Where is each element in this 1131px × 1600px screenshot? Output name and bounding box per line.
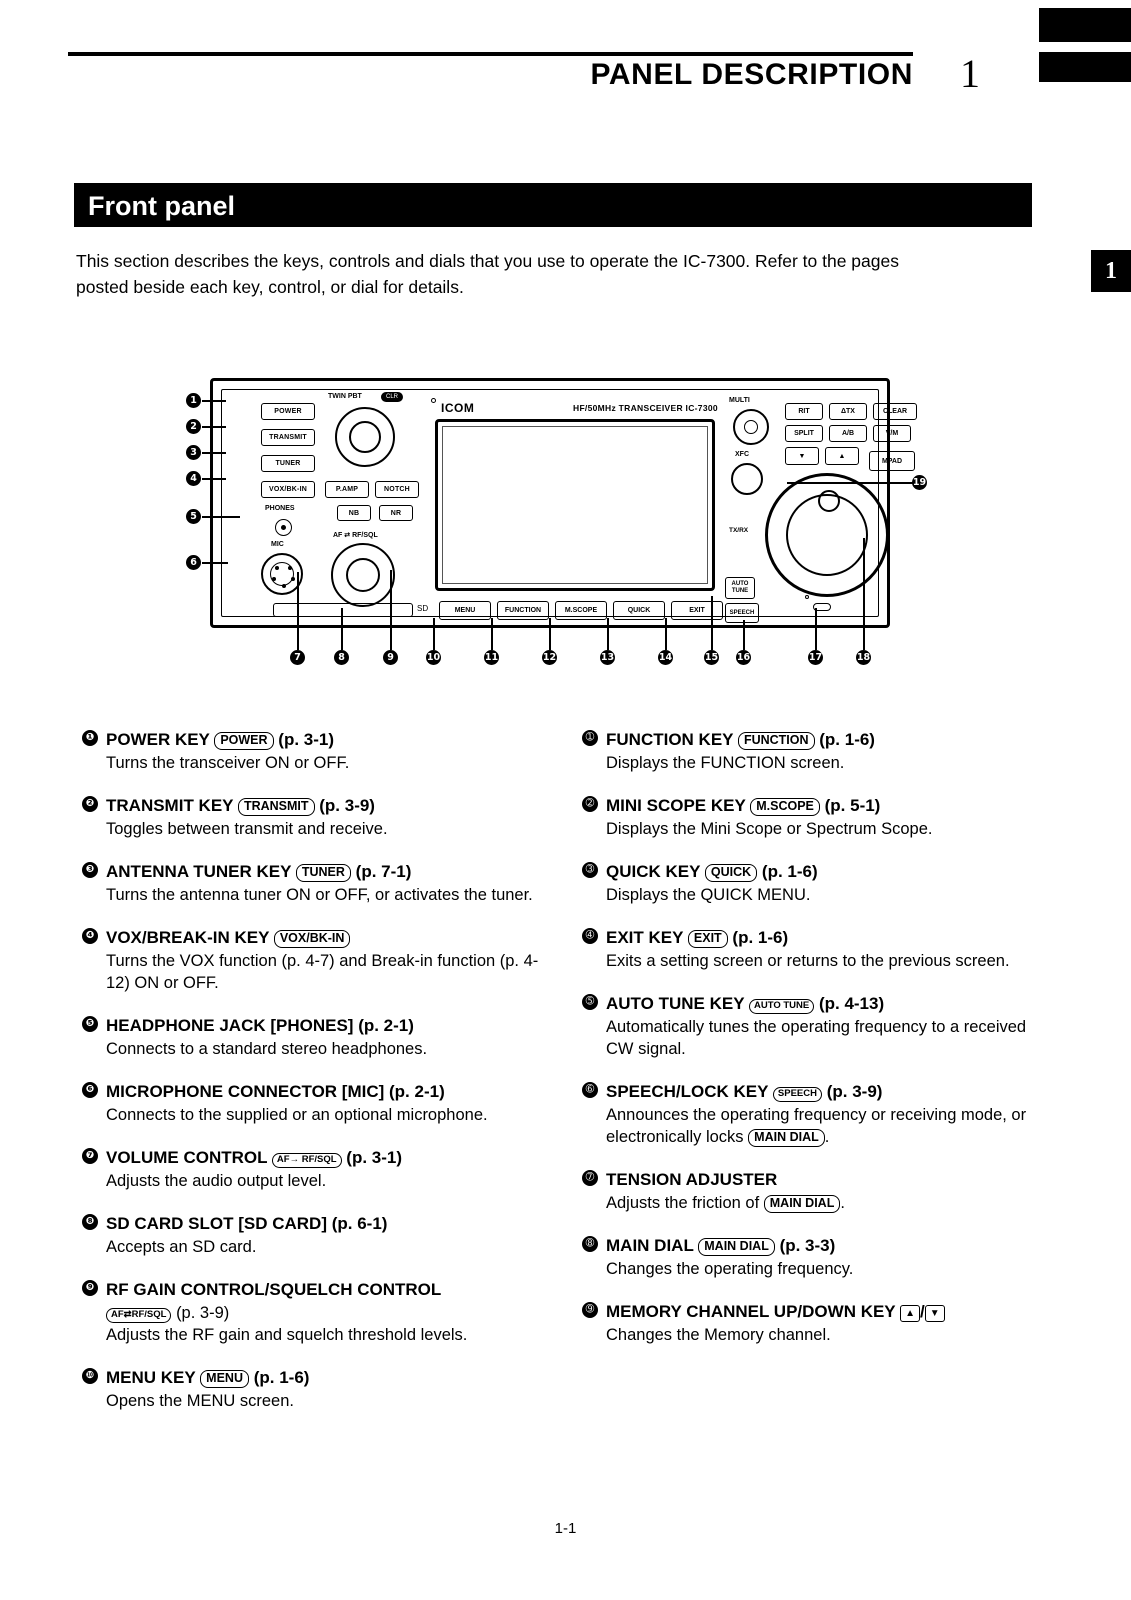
item-title-text: MAIN DIAL xyxy=(606,1236,694,1255)
leader-line xyxy=(815,608,817,650)
item-description: Adjusts the audio output level. xyxy=(106,1172,327,1190)
item-title: TENSION ADJUSTER xyxy=(606,1170,778,1189)
item-number: ❽ xyxy=(82,1214,98,1230)
callout-10: 10 xyxy=(426,652,441,663)
main-dial[interactable] xyxy=(765,473,889,597)
item-description: Turns the VOX function (p. 4-7) and Break-in function (p. 4-12) ON or OFF. xyxy=(106,952,539,992)
list-item xyxy=(82,1278,552,1346)
lcd-display xyxy=(435,419,715,591)
item-title: RF GAIN CONTROL/SQUELCH CONTROL xyxy=(106,1280,442,1299)
key-chip: QUICK xyxy=(705,864,757,882)
dial-finger-dimple xyxy=(818,490,840,512)
item-number: ❹ xyxy=(82,928,98,944)
leader-line xyxy=(607,618,609,650)
mic-pin-icon xyxy=(275,566,279,570)
item-title-text: AUTO TUNE KEY xyxy=(606,994,745,1013)
leader-line xyxy=(711,596,713,650)
key-chip: EXIT xyxy=(688,930,728,948)
pbt-clear-button[interactable]: CLR xyxy=(381,392,403,402)
item-title: HEADPHONE JACK [PHONES] (p. 2-1) xyxy=(106,1016,414,1035)
item-page-ref: (p. 3-1) xyxy=(346,1148,403,1167)
item-description: Displays the Mini Scope or Spectrum Scope. xyxy=(606,820,933,838)
leader-line xyxy=(491,618,493,650)
item-description xyxy=(606,1192,1034,1214)
item-page-ref: (p. 4-13) xyxy=(818,994,885,1013)
item-number: ❿ xyxy=(82,1368,98,1384)
item-page-ref: (p. 1-6) xyxy=(819,730,875,749)
multi-knob[interactable] xyxy=(733,409,769,445)
item-number: ❸ xyxy=(82,862,98,878)
brand-logo: ICOM xyxy=(441,401,475,415)
item-description: Connects to the supplied or an optional microphone. xyxy=(106,1106,488,1124)
item-title-text: MEMORY CHANNEL UP/DOWN KEY xyxy=(606,1302,896,1321)
corner-mark-bottom xyxy=(1039,52,1131,82)
item-description: Displays the FUNCTION screen. xyxy=(606,754,845,772)
mic-pin-icon xyxy=(272,577,276,581)
item-number: ❾ xyxy=(82,1280,98,1296)
item-title xyxy=(606,1080,1034,1103)
a-b-key[interactable]: A/B xyxy=(829,425,867,442)
clear-key[interactable]: CLEAR xyxy=(873,403,917,420)
mic-pin-icon xyxy=(291,577,295,581)
control-chip: AF⇄RF/SQL xyxy=(106,1308,171,1323)
item-page-ref: (p. 3-1) xyxy=(278,730,335,749)
item-description: Turns the antenna tuner ON or OFF, or activates the tuner. xyxy=(106,886,533,904)
callout-15: 15 xyxy=(704,652,719,663)
mic-connector-label: MIC xyxy=(271,541,284,548)
item-title xyxy=(106,860,552,883)
item-page-ref: (p. 3-9) xyxy=(826,1082,883,1101)
list-item xyxy=(82,1146,552,1192)
item-title-text: MENU KEY xyxy=(106,1368,196,1387)
rit-key[interactable]: RIT xyxy=(785,403,823,420)
multi-knob-label: MULTI xyxy=(729,397,750,404)
list-item xyxy=(582,1234,1034,1280)
leader-line xyxy=(549,618,551,650)
tension-adjuster-mark-icon xyxy=(805,595,809,599)
item-description: Connects to a standard stereo headphones. xyxy=(106,1040,428,1058)
page-title: PANEL DESCRIPTION xyxy=(590,58,913,91)
list-item xyxy=(582,1168,1034,1214)
menu-key[interactable]: MENU xyxy=(439,601,491,620)
noise-reduction-key[interactable]: NR xyxy=(379,505,413,521)
mini-scope-key[interactable]: M.SCOPE xyxy=(555,601,607,620)
item-title-text: TRANSMIT KEY xyxy=(106,796,234,815)
leader-line xyxy=(665,618,667,650)
item-description-text: Announces the operating frequency or receiving mode, or electronically locks xyxy=(606,1106,1027,1146)
key-chip: SPEECH xyxy=(773,1087,822,1102)
item-description: Exits a setting screen or returns to the previous screen. xyxy=(606,952,1010,970)
function-key[interactable]: FUNCTION xyxy=(497,601,549,620)
leader-line xyxy=(202,478,226,480)
callout-19: 19 xyxy=(912,477,927,488)
key-chip: M.SCOPE xyxy=(750,798,820,816)
item-description: Toggles between transmit and receive. xyxy=(106,820,388,838)
item-title xyxy=(606,1300,1034,1323)
key-chip: VOX/BK-IN xyxy=(274,930,351,948)
item-number: ❷ xyxy=(82,796,98,812)
chapter-side-tab: 1 xyxy=(1091,250,1131,292)
item-description: Displays the QUICK MENU. xyxy=(606,886,811,904)
key-chip: TUNER xyxy=(296,864,351,882)
list-item xyxy=(82,926,552,994)
item-title xyxy=(606,794,1034,817)
delta-tx-key[interactable]: ΔTX xyxy=(829,403,867,420)
item-description: Turns the transceiver ON or OFF. xyxy=(106,754,350,772)
tx-rx-indicator-label: TX/RX xyxy=(729,527,749,534)
control-chip: AF→ RF/SQL xyxy=(272,1153,342,1168)
item-title xyxy=(606,1234,1034,1257)
callout-14: 14 xyxy=(658,652,673,663)
item-number: ➅ xyxy=(582,1082,598,1098)
callout-4: 4 xyxy=(186,471,201,486)
list-item xyxy=(82,1080,552,1126)
indicator-led-icon xyxy=(431,398,436,403)
xfc-label: XFC xyxy=(735,451,749,458)
item-page-ref: (p. 1-6) xyxy=(732,928,789,947)
item-number: ➁ xyxy=(582,796,598,812)
section-heading-label: Front panel xyxy=(88,191,235,221)
item-description-text: Adjusts the friction of xyxy=(606,1194,760,1212)
item-title xyxy=(106,926,552,949)
item-title-text: VOX/BREAK-IN KEY xyxy=(106,928,270,947)
list-item xyxy=(82,1014,552,1060)
list-item xyxy=(82,794,552,840)
item-title-text: FUNCTION KEY xyxy=(606,730,734,749)
item-description-text: Adjusts the RF gain and squelch threshold levels. xyxy=(106,1326,468,1344)
notch-key[interactable]: NOTCH xyxy=(375,481,419,498)
callout-7: 7 xyxy=(290,650,305,665)
memory-up-chip: ▲ xyxy=(900,1305,920,1322)
list-item xyxy=(582,992,1034,1060)
item-page-ref: (p. 3-9) xyxy=(176,1304,230,1322)
exit-key[interactable]: EXIT xyxy=(671,601,723,620)
af-rfsql-knob[interactable] xyxy=(331,543,395,607)
item-number: ❺ xyxy=(82,1016,98,1032)
item-title xyxy=(606,992,1034,1015)
corner-mark-top xyxy=(1039,8,1131,42)
mic-pin-icon xyxy=(288,566,292,570)
list-item xyxy=(82,1212,552,1258)
item-number: ➀ xyxy=(582,730,598,746)
descriptions-left-column xyxy=(82,728,552,1432)
item-description: Automatically tunes the operating frequency to a received CW signal. xyxy=(606,1018,1027,1058)
callout-9: 9 xyxy=(383,650,398,665)
item-page-ref: (p. 1-6) xyxy=(253,1368,310,1387)
list-item xyxy=(582,1080,1034,1148)
callout-1: 1 xyxy=(186,393,201,408)
callout-13: 13 xyxy=(600,652,615,663)
section-heading-bar xyxy=(74,183,1032,227)
list-item xyxy=(582,1300,1034,1346)
key-chip: FUNCTION xyxy=(738,732,815,750)
list-item xyxy=(82,860,552,906)
leader-line xyxy=(863,538,865,650)
callout-8: 8 xyxy=(334,650,349,665)
list-item xyxy=(582,794,1034,840)
item-number: ➄ xyxy=(582,994,598,1010)
memory-down-chip: ▼ xyxy=(925,1305,945,1322)
item-number: ❻ xyxy=(82,1082,98,1098)
vox-bkin-key[interactable]: VOX/BK-IN xyxy=(261,481,315,498)
tuner-key[interactable]: TUNER xyxy=(261,455,315,472)
list-item xyxy=(82,1366,552,1412)
callout-16: 16 xyxy=(736,652,751,663)
key-chip: TRANSMIT xyxy=(238,798,315,816)
list-item xyxy=(82,728,552,774)
transceiver-body xyxy=(210,378,908,628)
item-description-suffix: . xyxy=(824,1128,830,1146)
twin-pbt-knob[interactable] xyxy=(335,407,395,467)
power-key[interactable]: POWER xyxy=(261,403,315,420)
item-title xyxy=(106,728,552,751)
page-header xyxy=(0,0,1131,130)
leader-line xyxy=(297,572,299,650)
item-description: Changes the operating frequency. xyxy=(606,1260,854,1278)
item-description xyxy=(106,1302,552,1346)
model-label: HF/50MHz TRANSCEIVER IC-7300 xyxy=(573,403,718,413)
callout-11: 11 xyxy=(484,652,499,663)
item-description: Changes the Memory channel. xyxy=(606,1326,831,1344)
item-page-ref: (p. 3-3) xyxy=(779,1236,836,1255)
item-number: ❶ xyxy=(82,730,98,746)
key-chip: MENU xyxy=(200,1370,249,1388)
leader-line xyxy=(202,562,228,564)
item-number: ➃ xyxy=(582,928,598,944)
item-title-text: SPEECH/LOCK KEY xyxy=(606,1082,769,1101)
item-page-ref: (p. 5-1) xyxy=(824,796,881,815)
leader-line xyxy=(202,426,226,428)
quick-key[interactable]: QUICK xyxy=(613,601,665,620)
memory-up-key[interactable]: ▲ xyxy=(825,447,859,465)
item-description xyxy=(606,1104,1034,1148)
item-number: ➈ xyxy=(582,1302,598,1318)
intro-paragraph: This section describes the keys, controls and dials that you use to operate the IC-7300. Refer to the pages posted beside each key, control, or dial for details. xyxy=(76,251,899,297)
item-title xyxy=(106,794,552,817)
list-item xyxy=(582,926,1034,972)
leader-line xyxy=(743,620,745,650)
item-title-text: MINI SCOPE KEY xyxy=(606,796,746,815)
item-title xyxy=(106,1146,552,1169)
phones-jack-label: PHONES xyxy=(265,505,295,512)
item-page-ref: (p. 7-1) xyxy=(355,862,412,881)
chip-separator: / xyxy=(919,1302,925,1321)
leader-line xyxy=(433,618,435,650)
leader-line xyxy=(341,608,343,650)
auto-tune-key[interactable]: AUTO TUNE xyxy=(725,577,755,599)
list-item xyxy=(582,860,1034,906)
sd-card-slot[interactable] xyxy=(273,603,413,617)
vfo-memory-key[interactable]: V/M xyxy=(873,425,911,442)
callout-18: 18 xyxy=(856,652,871,663)
item-title-text: EXIT KEY xyxy=(606,928,684,947)
split-key[interactable]: SPLIT xyxy=(785,425,823,442)
front-panel-illustration xyxy=(180,370,940,670)
main-dial-chip: MAIN DIAL xyxy=(748,1129,825,1147)
memory-down-key[interactable]: ▼ xyxy=(785,447,819,465)
callout-12: 12 xyxy=(542,652,557,663)
item-number: ➂ xyxy=(582,862,598,878)
speech-lock-key[interactable]: SPEECH xyxy=(725,603,759,623)
noise-blanker-key[interactable]: NB xyxy=(337,505,371,521)
item-page-ref: (p. 1-6) xyxy=(761,862,818,881)
key-chip: AUTO TUNE xyxy=(749,999,814,1014)
xfc-key[interactable] xyxy=(731,463,763,495)
leader-line xyxy=(390,570,392,650)
transmit-key[interactable]: TRANSMIT xyxy=(261,429,315,446)
item-page-ref: (p. 3-9) xyxy=(319,796,375,815)
callout-2: 2 xyxy=(186,419,201,434)
twin-pbt-label: TWIN PBT xyxy=(328,393,362,400)
main-dial-chip: MAIN DIAL xyxy=(698,1238,775,1256)
callout-6: 6 xyxy=(186,555,201,570)
leader-line xyxy=(787,482,913,484)
leader-line xyxy=(202,452,226,454)
item-title: MICROPHONE CONNECTOR [MIC] (p. 2-1) xyxy=(106,1082,445,1101)
item-title-text: VOLUME CONTROL xyxy=(106,1148,268,1167)
callout-5: 5 xyxy=(186,509,201,524)
descriptions-right-column xyxy=(582,728,1034,1366)
sd-card-icon: SD xyxy=(417,604,429,613)
callout-3: 3 xyxy=(186,445,201,460)
item-number: ➆ xyxy=(582,1170,598,1186)
headphone-jack[interactable] xyxy=(275,519,292,536)
af-rfsql-label: AF ⇄ RF/SQL xyxy=(333,532,378,539)
item-title-text: POWER KEY xyxy=(106,730,210,749)
item-number: ➇ xyxy=(582,1236,598,1252)
mpad-key[interactable]: MPAD xyxy=(869,451,915,471)
mic-pin-icon xyxy=(282,584,286,588)
callout-17: 17 xyxy=(808,652,823,663)
item-title xyxy=(606,860,1034,883)
key-chip: POWER xyxy=(214,732,273,750)
item-title xyxy=(106,1366,552,1389)
main-dial-chip: MAIN DIAL xyxy=(764,1195,841,1213)
leader-line xyxy=(202,516,240,518)
header-divider xyxy=(68,52,913,56)
item-title-text: QUICK KEY xyxy=(606,862,701,881)
item-number: ❼ xyxy=(82,1148,98,1164)
item-description: Accepts an SD card. xyxy=(106,1238,257,1256)
item-title-text: ANTENNA TUNER KEY xyxy=(106,862,292,881)
list-item xyxy=(582,728,1034,774)
item-title xyxy=(606,728,1034,751)
item-description: Opens the MENU screen. xyxy=(106,1392,294,1410)
item-description-suffix: . xyxy=(840,1194,845,1212)
page-number-footer: 1-1 xyxy=(554,1520,577,1537)
item-title: SD CARD SLOT [SD CARD] (p. 6-1) xyxy=(106,1214,388,1233)
leader-line xyxy=(202,400,226,402)
item-title xyxy=(606,926,1034,949)
chapter-number: 1 xyxy=(960,51,980,96)
preamp-key[interactable]: P.AMP xyxy=(325,481,369,498)
